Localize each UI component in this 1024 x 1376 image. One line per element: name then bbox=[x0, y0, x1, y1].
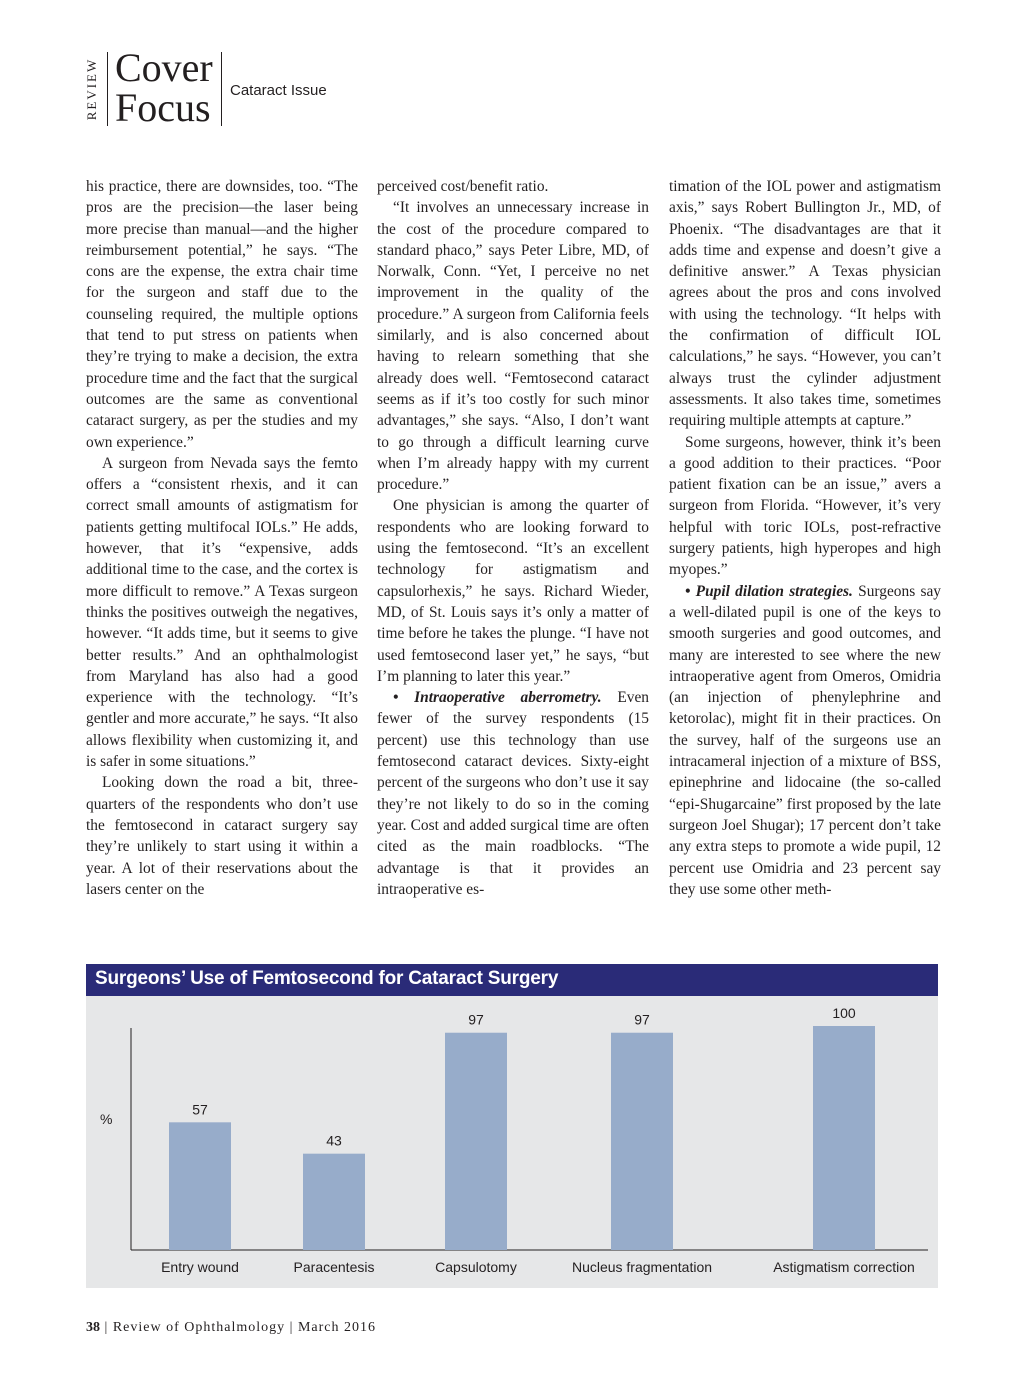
bar-entry-wound bbox=[169, 1122, 231, 1250]
header-divider-right bbox=[221, 52, 222, 126]
category-tick-label: Astigmatism correction bbox=[773, 1259, 915, 1275]
chart-area bbox=[86, 996, 938, 1288]
y-axis-label: % bbox=[100, 1111, 113, 1127]
paragraph-body: Surgeons say a well-dilated pupil is one of the keys to smooth surgeries and good outcomes, and many are interested to see where the new intraoperative agent from Omeros, Omidria (an injection of phenylephrine and ketorolac), might fit in their practices. On the survey, half of the surgeons use an intracameral injection of a mixture of BSS, epinephrine and lidocaine (the so-called “epi-Shugarcaine” first proposed by the late surgeon Joel Shugar); 17 percent don’t take any extra steps to promote a wide pupil, 12 percent use Omidria and 23 percent say they use some other meth- bbox=[669, 582, 941, 898]
chart-title: Surgeons’ Use of Femtosecond for Cataract Surgery bbox=[95, 968, 559, 989]
publication-name: Review of Ophthalmology bbox=[112, 1320, 286, 1335]
issue-date: March 2016 bbox=[297, 1320, 376, 1335]
subhead-intraoperative-aberrometry: • Intraoperative aberrometry. bbox=[393, 689, 602, 707]
paragraph: “It involves an unnecessary increase in the cost of the procedure compared to standard phaco,” says Peter Libre, MD, of Norwalk, Conn. “Yet, I perceive no net improvement in the quality of the procedure.” A surgeon from California feels similarly, and is also concerned about having to relearn something that she already does well. “Femtosecond cataract seems as if it’s too costly for such minor advantages,” she says. “Also, I don’t want to go through a difficult learning curve when I’m already happy with my current procedure.” bbox=[377, 199, 649, 494]
subhead-pupil-dilation: • Pupil dilation strategies. bbox=[685, 582, 853, 600]
article-column-3 bbox=[669, 176, 941, 900]
paragraph bbox=[377, 687, 649, 900]
bar-group bbox=[161, 1005, 915, 1275]
page-footer: 38 | Review of Ophthalmology | March 2016 bbox=[86, 1320, 376, 1335]
article-column-2 bbox=[377, 176, 649, 900]
paragraph: A surgeon from Nevada says the femto offers a “consistent rhexis, and it can correct small amounts of astigmatism for patients getting multifocal IOLs.” He adds, however, that it’s “expensive, adds additional time to the case, and the cortex is more difficult to remove.” A Texas surgeon thinks the positives outweigh the negatives, however. “It adds time, but it seems to give better results.” And an ophthalmologist from Maryland has also had a good experience with the technology. “It’s gentler and more accurate,” he says. “It also allows flexibility when customizing it, and is safer in some situations.” bbox=[86, 454, 358, 771]
page-number: 38 bbox=[86, 1320, 100, 1335]
paragraph: Looking down the road a bit, three-quarters of the respondents who don’t use the femtosecond in cataract surgery say they’re unlikely to start using it within a year. A lot of their reservations about the lasers center on the bbox=[86, 774, 358, 898]
review-vertical-label bbox=[84, 52, 100, 126]
bar-value-label: 100 bbox=[832, 1005, 856, 1021]
bar-value-label: 97 bbox=[634, 1011, 650, 1028]
paragraph-body: Even fewer of the survey respondents (15 percent) use this technology than use femtosecond cataract devices. Sixty-eight percent of the surgeons who don’t use it say they’re not likely to do so in the coming year. Cost and added surgical time are often cited as the main roadblocks. “The advantage is that it provides an intraoperative es- bbox=[377, 689, 649, 898]
bar-capsulotomy bbox=[445, 1033, 507, 1250]
category-tick-label: Nucleus fragmentation bbox=[571, 1259, 713, 1275]
category-tick-label: Entry wound bbox=[161, 1259, 239, 1275]
paragraph: timation of the IOL power and astigmatism axis,” says Robert Bullington Jr., MD, of Phoenix. “The disadvantages are that it adds time and expense and doesn’t give a definitive answer.” A Texas physician agrees about the pros and cons involved with using the technology. “It helps with the confirmation of difficult IOL calculations,” he says. “However, you can’t always trust the cylinder adjustment assessments. It also takes time, sometimes requiring multiple attempts at capture.” bbox=[669, 178, 941, 430]
paragraph: One physician is among the quarter of respondents who are looking forward to using the femtosecond. “It’s an excellent technology for astigmatism and capsulorhexis,” he says. Richard Wieder, MD, of St. Louis says it’s only a matter of time before he takes the plunge. “I have not used femtosecond laser yet,” he says, “but I’m planning to later this year.” bbox=[377, 497, 649, 685]
issue-label: Cataract Issue bbox=[230, 82, 327, 99]
bar-nucleus-fragmentation bbox=[611, 1033, 673, 1250]
section-title-focus: Focus bbox=[115, 85, 211, 130]
paragraph: Some surgeons, however, think it’s been a good addition to their practices. “Poor patient fixation can be an issue,” avers a surgeon from Florida. “However, it’s very helpful with toric IOLs, post-refractive surgery patients, high hyperopes and high myopes.” bbox=[669, 433, 941, 579]
review-label-text: REVIEW bbox=[84, 57, 99, 121]
bar-value-label: 43 bbox=[326, 1132, 342, 1149]
bar-value-label: 97 bbox=[468, 1011, 484, 1028]
bar-value-label: 57 bbox=[192, 1101, 208, 1118]
bar-chart bbox=[86, 996, 938, 1288]
paragraph: perceived cost/benefit ratio. bbox=[377, 178, 549, 195]
header-divider-left bbox=[107, 52, 108, 126]
category-tick-label: Capsulotomy bbox=[435, 1259, 517, 1275]
bar-astigmatism-correction bbox=[813, 1026, 875, 1250]
bar-paracentesis bbox=[303, 1154, 365, 1250]
category-tick-label: Paracentesis bbox=[293, 1259, 375, 1275]
paragraph: his practice, there are downsides, too. “The pros are the precision—the laser being more precise than manual—and the higher reimbursement potential,” he says. “The cons are the expense, the extra chair time for the surgeon and staff due to the counseling required, the multiple options that tend to put stress on patients when they’re trying to make a decision, the extra procedure time and the fact that the surgical outcomes are the same as conventional cataract surgery, as per the studies and my own experience.” bbox=[86, 178, 358, 451]
section-title-cover: Cover bbox=[115, 45, 213, 90]
article-column-1 bbox=[86, 176, 358, 900]
paragraph bbox=[669, 581, 941, 900]
